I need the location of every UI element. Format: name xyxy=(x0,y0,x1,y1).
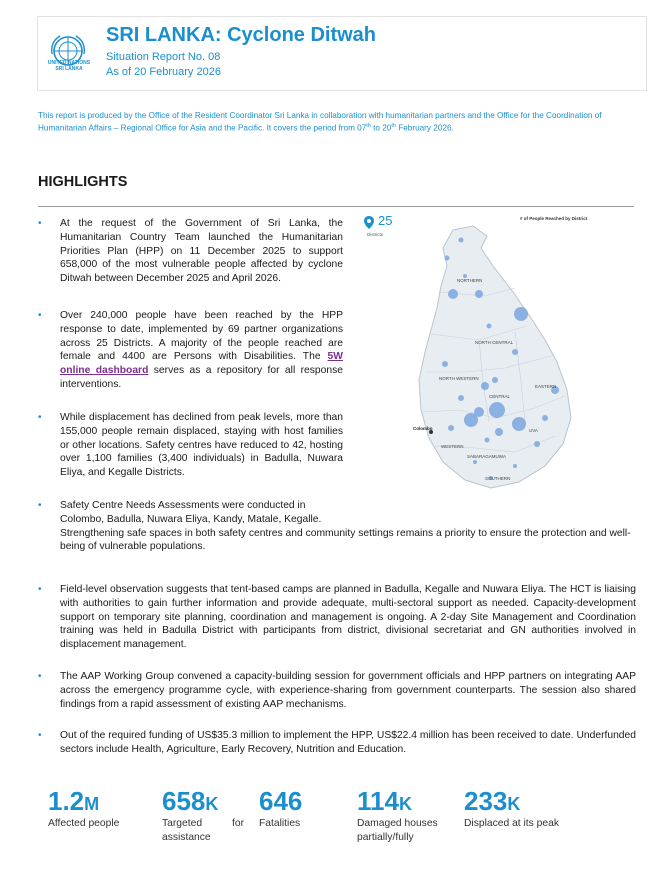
sri-lanka-map xyxy=(395,222,595,492)
bullet-icon: • xyxy=(38,671,42,682)
highlight-bullet: • The AAP Working Group convened a capacity-building session for government officials and HPP partners on integrating AAP across the emergency programme cycle, with experience-sharing from government counterparts. The session also shared findings from a rapid assessment of existing AAP mechanisms. xyxy=(38,671,636,710)
region-label: NORTH WESTERN xyxy=(439,376,479,381)
stat-damaged-houses-value: 114K xyxy=(357,786,412,816)
city-label: Colombo xyxy=(413,426,433,431)
highlight-bullet: • Safety Centre Needs Assessments were conducted in Colombo, Badulla, Nuwara Eliya, Kandy, Matale, Kegalle. Strengthening safe spaces in both safety centres and community settings remains a priority to ensure the protection and well-being of vulnerable populations. xyxy=(38,500,631,553)
stat-displaced-label: Displaced at its peak xyxy=(464,818,560,829)
bullet-icon: • xyxy=(38,310,42,321)
stat-damaged-houses-label: Damaged houses partially/fully xyxy=(357,818,438,843)
stat-displaced-value: 233K xyxy=(464,786,521,816)
logo-text: UNITED NATIONS SRI LANKA xyxy=(47,60,91,72)
highlight-bullet: • At the request of the Government of Sri Lanka, the Humanitarian Country Team launched the Humanitarian Priorities Plan (HPP) on 11 December 2025 to support 658,000 of the most vulnerable people affected by cyclone Ditwah between December 2025 and April 2026. xyxy=(38,218,343,285)
region-label: WESTERN xyxy=(441,444,464,449)
stat-fatalities-label: Fatalities xyxy=(259,818,301,829)
stat-targeted-label: Targeted for assistance xyxy=(162,818,244,843)
stat-targeted-value: 658K xyxy=(162,786,219,816)
bullet-icon: • xyxy=(38,500,42,511)
stat-affected-label: Affected people xyxy=(48,818,120,829)
report-number: Situation Report No. 08 xyxy=(106,51,221,63)
region-label: UVA xyxy=(529,428,538,433)
region-label: SABARAGAMUWA xyxy=(467,454,506,459)
divider xyxy=(38,206,634,207)
bullet-icon: • xyxy=(38,584,42,595)
highlight-bullet: • Out of the required funding of US$35.3 million to implement the HPP, US$22.4 million has been received to date. Underfunded sectors include Health, Agriculture, Early Recovery, Nutrition and Education. xyxy=(38,730,636,755)
bullet-icon: • xyxy=(38,218,42,229)
region-label: EASTERN xyxy=(535,384,557,389)
dashboard-link[interactable]: 5W online dashboard xyxy=(60,351,343,377)
highlights-heading: HIGHLIGHTS xyxy=(38,174,128,190)
region-label: NORTHERN xyxy=(457,278,483,283)
report-date: As of 20 February 2026 xyxy=(106,66,221,78)
report-title: SRI LANKA: Cyclone Ditwah xyxy=(106,24,377,46)
region-label: SOUTHERN xyxy=(485,476,511,481)
region-label: NORTH CENTRAL xyxy=(475,340,514,345)
bullet-icon: • xyxy=(38,730,42,741)
highlight-bullet: • While displacement has declined from peak levels, more than 155,000 people remain displaced, staying with host families or other locations. Safety centres have reduced to 42, hosting over 1,100 families (3,400 individuals) in Badulla, Nuwara Eliya, and Kegalle Districts. xyxy=(38,412,343,479)
district-count-label: Districts xyxy=(367,232,383,237)
un-emblem-icon xyxy=(42,22,94,82)
stat-fatalities-value: 646 xyxy=(259,786,303,816)
stat-affected-value: 1.2M xyxy=(48,786,100,816)
highlight-bullet: • Over 240,000 people have been reached by the HPP response to date, implemented by 69 partner organizations across 25 Districts. A majority of the people reached are female and 4400 are Persons with Disabilities. The 5W online dashboard serves as a repository for all response interventions. xyxy=(38,310,343,390)
intro-text: This report is produced by the Office of the Resident Coordinator Sri Lanka in collaboration with humanitarian partners and the Office for the Coordination of Humanitarian Affairs – Regional Office for Asia and the Pacific. It covers the period from 07th to 20th February 2026. xyxy=(38,111,602,133)
district-count: 25 xyxy=(378,213,393,228)
highlight-bullet: • Field-level observation suggests that tent-based camps are planned in Badulla, Kegalle and Nuwara Eliya. The HCT is liaising with authorities to gain further information and provide adequate, multi-sectoral support as needed. Capacity-development support on temporary site planning, coordination and management is ongoing. A 2-day Site Management and Coordination training was held in Badulla District with participants from district, divisional secretariat and GN authorities involved in displacement management. xyxy=(38,584,636,651)
location-pin-icon xyxy=(364,216,374,229)
bullet-icon: • xyxy=(38,412,42,423)
region-label: CENTRAL xyxy=(489,394,511,399)
map-legend: # of People Reached by District xyxy=(520,216,588,221)
